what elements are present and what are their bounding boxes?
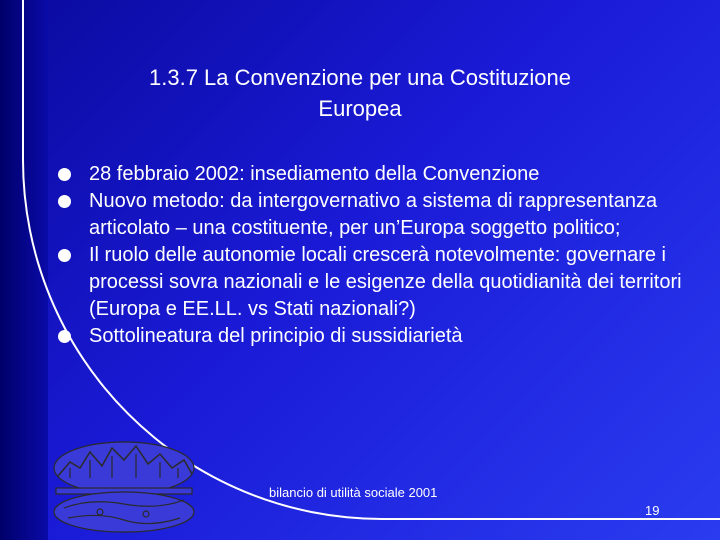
page-number: 19 [645,503,660,518]
bullet-item [58,188,698,242]
bullet-text: Nuovo metodo: da intergovernativo a sistema di rappresentanza articolato – una costituente, per un’Europa soggetto politico; [89,190,658,239]
slide-title [40,62,680,124]
bullet-item [58,242,698,323]
bullet-item [58,161,698,188]
footer-text: bilancio di utilità sociale 2001 [269,485,438,500]
bullet-dot-icon [58,249,71,262]
city-emblem-logo [50,438,198,534]
bullet-text: 28 febbraio 2002: insediamento della Convenzione [89,163,540,185]
bullet-text: Sottolineatura del principio di sussidiarietà [89,325,463,347]
bullet-dot-icon [58,330,71,343]
title-line-1: 1.3.7 La Convenzione per una Costituzione [149,65,571,90]
title-line-2: Europea [318,96,402,121]
bullet-dot-icon [58,168,71,181]
bullet-text: Il ruolo delle autonomie locali crescerà notevolmente: governare i processi sovra nazionali e le esigenze della quotidianità dei territori (Europa e EE.LL. vs Stati nazionali?) [89,244,682,320]
bullet-item [58,323,698,350]
bullet-list [58,161,698,350]
bullet-dot-icon [58,195,71,208]
